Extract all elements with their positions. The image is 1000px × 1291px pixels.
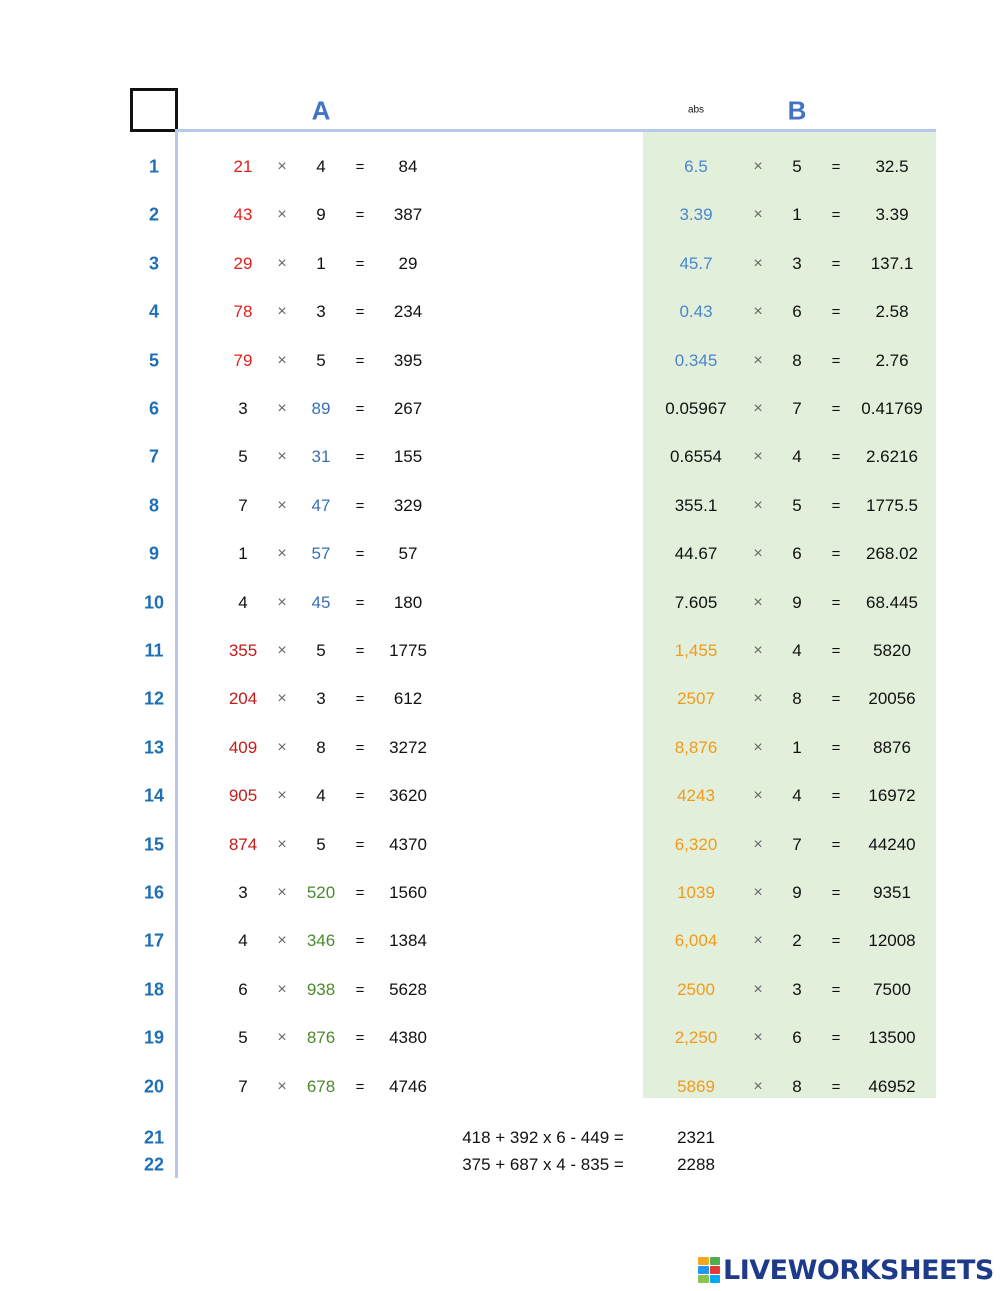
equals-sign: = [831,690,841,708]
b-factor-2: 9 [792,883,802,902]
problem-row [0,926,1000,956]
row-number: 18 [143,979,165,1000]
a-result: 234 [393,302,423,322]
b-factor-1: 0.05967 [665,399,727,418]
a-factor-1: 3 [238,883,248,902]
row-number: 20 [143,1076,165,1097]
times-icon: × [277,400,287,417]
times-icon: × [753,448,763,466]
row-number: 4 [148,301,160,322]
a-factor-2: 520 [306,883,336,902]
equals-sign: = [355,787,365,805]
times-icon: × [753,496,763,514]
b-factor-2: 5 [792,157,802,176]
b-factor-2: 6 [792,544,802,564]
row-number: 10 [143,592,165,613]
b-factor-1: 2,250 [674,1028,718,1048]
times-icon: × [753,787,763,805]
a-factor-2: 4 [316,786,326,806]
equals-sign: = [831,206,841,224]
b-result: 8876 [873,737,911,757]
b-result: 20056 [868,689,916,709]
equals-sign: = [831,497,841,515]
problem-row [0,394,1000,424]
a-factor-2: 45 [311,592,331,612]
equals-sign: = [831,642,841,660]
row-number: 14 [143,785,165,806]
problem-row [0,1072,1000,1102]
times-icon: × [277,980,287,998]
equals-sign: = [831,932,841,950]
equals-sign: = [831,836,841,854]
times-icon: × [277,206,287,224]
times-icon: × [277,1077,287,1095]
a-result: 180 [393,592,423,612]
a-result: 4370 [389,834,427,854]
b-factor-1: 6.5 [684,157,708,176]
expression-row [0,1123,1000,1153]
times-icon: × [753,593,763,611]
a-factor-1: 6 [238,979,248,999]
b-factor-2: 2 [792,931,802,951]
b-factor-2: 4 [792,641,802,660]
b-factor-2: 9 [792,592,802,612]
a-result: 3620 [389,786,427,806]
times-icon: × [753,690,763,708]
a-result: 84 [398,157,418,176]
times-icon: × [277,1029,287,1047]
equals-sign: = [355,255,365,273]
problem-row [0,636,1000,666]
times-icon: × [277,545,287,563]
equals-sign: = [355,642,365,660]
a-result: 387 [393,205,423,225]
a-factor-1: 21 [233,157,253,176]
a-factor-1: 355 [228,641,258,660]
b-factor-2: 8 [792,350,802,370]
row-number: 8 [148,495,160,516]
row-number: 16 [143,882,165,903]
times-icon: × [753,400,763,417]
b-factor-1: 0.43 [679,302,713,322]
problem-row [0,684,1000,714]
b-factor-1: 1039 [677,883,715,902]
expression-result: 2288 [677,1155,715,1174]
expression: 375 + 687 x 4 - 835 = [462,1155,624,1174]
equals-sign: = [355,594,365,612]
times-icon: × [277,884,287,901]
b-result: 13500 [868,1028,916,1048]
equals-sign: = [831,255,841,273]
problem-row [0,491,1000,521]
expression: 418 + 392 x 6 - 449 = [462,1128,624,1147]
problem-row [0,539,1000,569]
b-result: 16972 [868,786,916,806]
b-factor-1: 2500 [677,979,715,999]
a-factor-2: 1 [316,253,326,273]
problem-row [0,297,1000,327]
liveworksheets-logo-icon [698,1257,720,1283]
b-factor-1: 4243 [677,786,715,806]
b-factor-2: 1 [792,205,802,225]
b-result: 268.02 [866,544,918,564]
a-result: 4746 [389,1076,427,1096]
row-number: 9 [148,543,160,564]
problem-row [0,975,1000,1005]
problem-row [0,249,1000,279]
equals-sign: = [355,400,365,418]
a-factor-2: 31 [311,447,331,467]
times-icon: × [277,738,287,756]
a-factor-1: 7 [238,495,248,515]
a-factor-2: 9 [316,205,326,225]
a-factor-1: 7 [238,1076,248,1096]
a-result: 5628 [389,979,427,999]
a-factor-1: 409 [228,737,258,757]
b-factor-1: 2507 [677,689,715,709]
row-number: 12 [143,688,165,709]
b-factor-1: 3.39 [679,205,713,225]
b-factor-1: 6,004 [674,931,718,951]
problem-row [0,830,1000,860]
a-factor-2: 346 [306,931,336,951]
problem-row [0,442,1000,472]
equals-sign: = [355,158,365,176]
b-factor-1: 45.7 [679,253,713,273]
times-icon: × [753,932,763,950]
equals-sign: = [831,448,841,466]
equals-sign: = [355,981,365,999]
equals-sign: = [831,739,841,757]
b-factor-2: 1 [792,737,802,757]
abs-label: abs [687,104,705,116]
a-result: 155 [393,447,423,467]
equals-sign: = [831,303,841,321]
equals-sign: = [355,1029,365,1047]
a-factor-1: 1 [238,544,248,564]
times-icon: × [277,593,287,611]
row-number: 11 [144,640,164,661]
a-factor-2: 89 [311,399,331,418]
a-result: 267 [393,399,423,418]
b-factor-2: 4 [792,786,802,806]
a-factor-2: 876 [306,1028,336,1048]
times-icon: × [277,642,287,659]
a-factor-1: 29 [233,253,253,273]
b-result: 0.41769 [861,399,923,418]
times-icon: × [753,158,763,175]
times-icon: × [277,351,287,369]
a-result: 1384 [389,931,427,951]
b-factor-2: 8 [792,689,802,709]
b-result: 5820 [873,641,911,660]
a-factor-2: 57 [311,544,331,564]
row-number: 2 [148,204,160,225]
b-factor-2: 6 [792,1028,802,1048]
b-factor-1: 44.67 [674,544,718,564]
a-factor-1: 79 [233,350,253,370]
a-factor-1: 874 [228,834,258,854]
row-number: 1 [148,156,160,177]
a-factor-2: 5 [316,350,326,370]
row-number: 15 [143,834,165,855]
a-factor-1: 204 [228,689,258,709]
equals-sign: = [831,787,841,805]
row-number: 13 [143,737,165,758]
times-icon: × [753,1029,763,1047]
row-number: 19 [143,1027,165,1048]
times-icon: × [753,884,763,901]
equals-sign: = [355,884,365,902]
times-icon: × [753,254,763,272]
b-result: 7500 [873,979,911,999]
b-result: 2.6216 [866,447,918,467]
equals-sign: = [355,932,365,950]
a-factor-2: 8 [316,737,326,757]
b-result: 2.58 [875,302,909,322]
equals-sign: = [355,739,365,757]
times-icon: × [277,787,287,805]
a-result: 57 [398,544,418,564]
row-number: 7 [148,446,160,467]
a-factor-1: 3 [238,399,248,418]
a-result: 329 [393,495,423,515]
a-result: 612 [393,689,423,709]
a-factor-2: 3 [316,689,326,709]
times-icon: × [753,835,763,853]
a-factor-2: 938 [306,979,336,999]
times-icon: × [277,448,287,466]
a-factor-2: 3 [316,302,326,322]
equals-sign: = [355,690,365,708]
b-factor-1: 5869 [677,1076,715,1096]
equals-sign: = [355,1078,365,1096]
times-icon: × [277,303,287,321]
logo-text: LIVEWORKSHEETS [723,1254,994,1286]
row-number: 3 [148,253,160,274]
b-factor-1: 0.345 [674,350,718,370]
times-icon: × [277,254,287,272]
problem-row [0,878,1000,908]
b-factor-2: 6 [792,302,802,322]
a-factor-2: 5 [316,641,326,660]
a-factor-2: 4 [316,157,326,176]
times-icon: × [277,496,287,514]
equals-sign: = [355,206,365,224]
times-icon: × [277,158,287,175]
equals-sign: = [831,352,841,370]
times-icon: × [277,932,287,950]
row-number: 6 [148,398,160,419]
b-result: 12008 [868,931,916,951]
b-factor-2: 3 [792,253,802,273]
expression-result: 2321 [677,1128,715,1147]
times-icon: × [753,980,763,998]
liveworksheets-logo [698,1255,994,1285]
b-factor-1: 1,455 [674,641,718,660]
problem-row [0,1023,1000,1053]
times-icon: × [277,690,287,708]
b-factor-1: 8,876 [674,737,718,757]
equals-sign: = [831,884,841,902]
a-result: 1775 [389,641,427,660]
equals-sign: = [831,158,841,176]
a-factor-1: 4 [238,931,248,951]
corner-box [130,88,178,132]
a-factor-1: 4 [238,592,248,612]
problem-row [0,346,1000,376]
times-icon: × [753,351,763,369]
equals-sign: = [831,400,841,418]
column-b-header: B [787,95,807,126]
b-factor-2: 8 [792,1076,802,1096]
column-a-header: A [311,95,331,126]
b-result: 2.76 [875,350,909,370]
row-number: 21 [143,1127,165,1148]
b-result: 46952 [868,1076,916,1096]
times-icon: × [277,835,287,853]
times-icon: × [753,738,763,756]
b-result: 44240 [868,834,916,854]
times-icon: × [753,1077,763,1095]
times-icon: × [753,642,763,659]
equals-sign: = [355,497,365,515]
problem-row [0,152,1000,182]
equals-sign: = [831,981,841,999]
b-factor-2: 4 [792,447,802,467]
a-result: 395 [393,350,423,370]
problem-row [0,200,1000,230]
a-factor-2: 5 [316,834,326,854]
problem-row [0,733,1000,763]
b-result: 137.1 [870,253,914,273]
b-factor-1: 355.1 [674,495,718,515]
times-icon: × [753,206,763,224]
row-number: 22 [143,1154,165,1175]
b-factor-2: 5 [792,495,802,515]
times-icon: × [753,545,763,563]
equals-sign: = [355,448,365,466]
a-factor-1: 78 [233,302,253,322]
equals-sign: = [831,1029,841,1047]
a-result: 29 [398,253,418,273]
equals-sign: = [355,352,365,370]
equals-sign: = [831,545,841,563]
a-factor-2: 47 [311,495,331,515]
b-result: 9351 [873,883,911,902]
b-factor-2: 7 [792,834,802,854]
equals-sign: = [831,1078,841,1096]
equals-sign: = [355,836,365,854]
b-factor-2: 7 [792,399,802,418]
b-result: 1775.5 [866,495,918,515]
b-factor-2: 3 [792,979,802,999]
row-number: 17 [143,930,165,951]
a-result: 4380 [389,1028,427,1048]
a-factor-2: 678 [306,1076,336,1096]
times-icon: × [753,303,763,321]
b-factor-1: 0.6554 [670,447,722,467]
b-result: 3.39 [875,205,909,225]
equals-sign: = [355,303,365,321]
b-result: 32.5 [875,157,909,176]
a-factor-1: 5 [238,447,248,467]
a-factor-1: 905 [228,786,258,806]
a-result: 1560 [389,883,427,902]
a-factor-1: 43 [233,205,253,225]
problem-row [0,781,1000,811]
problem-row [0,588,1000,618]
a-factor-1: 5 [238,1028,248,1048]
equals-sign: = [831,594,841,612]
equals-sign: = [355,545,365,563]
a-result: 3272 [389,737,427,757]
b-factor-1: 6,320 [674,834,718,854]
expression-row [0,1150,1000,1180]
b-factor-1: 7.605 [674,592,718,612]
row-number: 5 [148,350,160,371]
b-result: 68.445 [866,592,918,612]
